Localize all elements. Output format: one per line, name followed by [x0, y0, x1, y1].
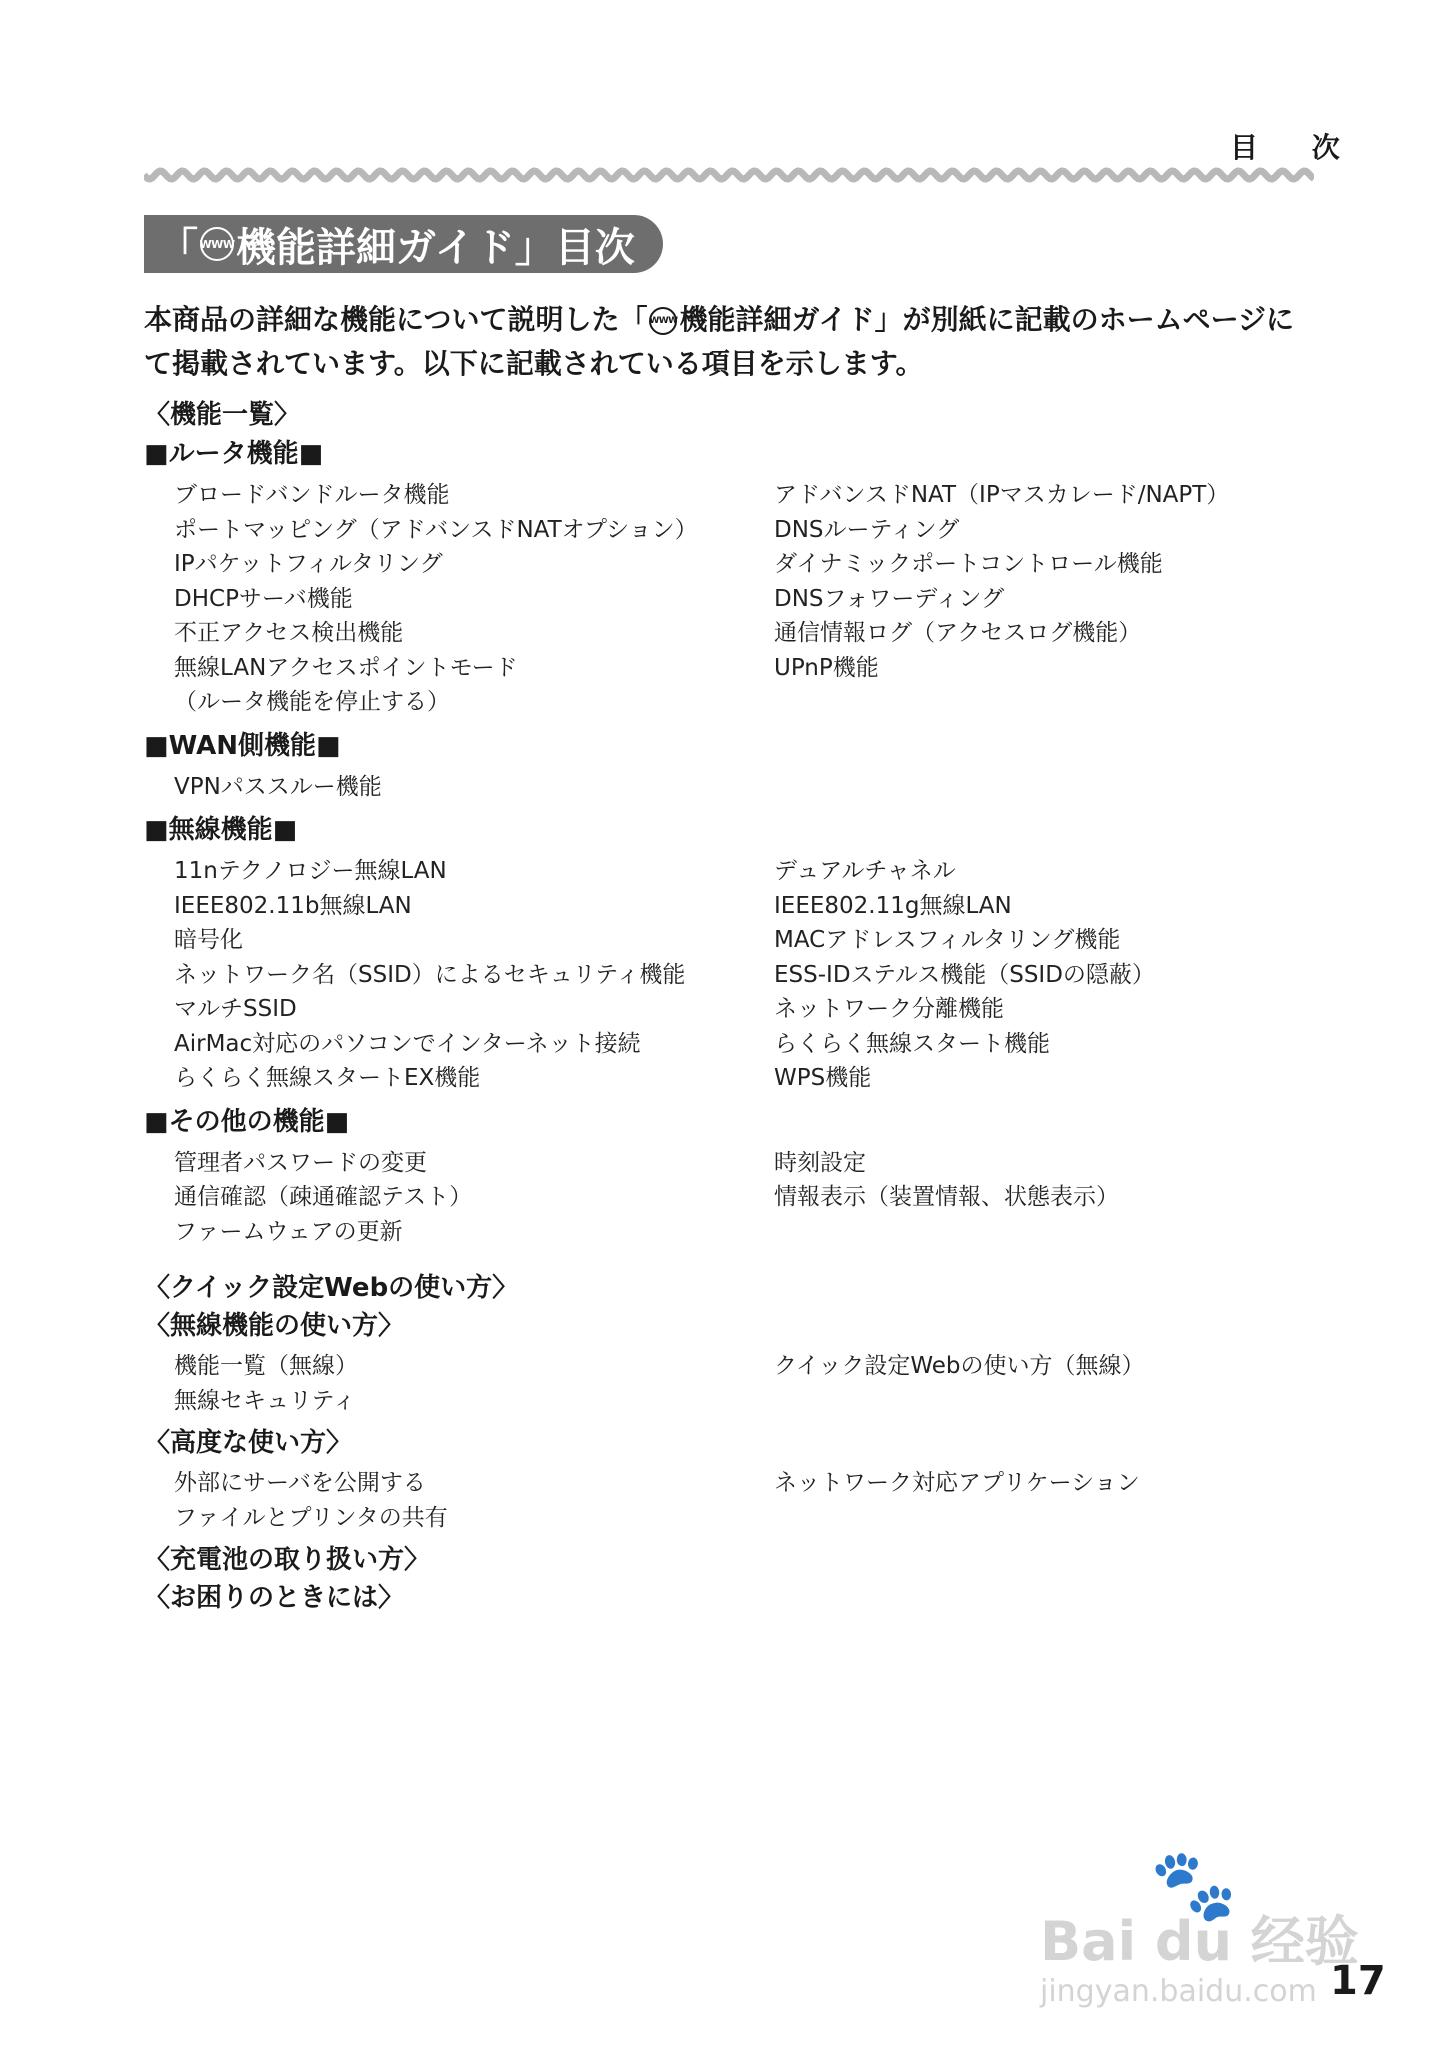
toc-item: VPNパススルー機能	[174, 773, 382, 800]
toc-heading-trouble: 〈お困りのときには〉	[144, 1583, 405, 1613]
toc-item: 時刻設定	[774, 1149, 866, 1176]
page-header-label: 目 次	[1230, 131, 1362, 164]
toc-column-left	[174, 770, 774, 805]
toc-list-wireless	[144, 854, 1314, 1096]
toc-item: 外部にサーバを公開する	[174, 1470, 426, 1496]
toc-item: ネットワーク分離機能	[774, 996, 1004, 1022]
toc-item: MACアドレスフィルタリング機能	[774, 927, 1121, 953]
toc-item: DNSルーティング	[774, 516, 960, 543]
title-text: 機能詳細ガイド」目次	[236, 224, 635, 271]
toc-heading-functions: 〈機能一覧〉	[144, 400, 301, 430]
toc-item: ダイナミックポートコントロール機能	[774, 551, 1163, 577]
toc-column-left	[174, 478, 774, 720]
toc-subheading-router: ■ルータ機能■	[144, 439, 324, 469]
toc-list-advanced	[144, 1466, 1314, 1535]
toc-item: DNSフォワーディング	[774, 585, 1005, 612]
toc-column-left	[174, 1466, 774, 1535]
toc-heading-wireless-usage: 〈無線機能の使い方〉	[144, 1311, 405, 1341]
toc-subheading-other: ■その他の機能■	[144, 1106, 350, 1137]
toc-item: WPS機能	[774, 1065, 872, 1091]
toc-item: ファイルとプリンタの共有	[174, 1504, 448, 1531]
toc-item: ファームウェアの更新	[174, 1218, 403, 1245]
toc-item: ポートマッピング（アドバンスドNATオプション）	[174, 516, 698, 543]
toc-item: 機能一覧（無線）	[174, 1353, 358, 1379]
toc-item: UPnP機能	[774, 654, 879, 681]
watermark-url: jingyan.baidu.com	[1040, 1974, 1317, 2009]
toc-column-right	[774, 1466, 1314, 1535]
toc-item: 不正アクセス検出機能	[174, 620, 404, 646]
toc-item: 無線LANアクセスポイントモード	[174, 654, 518, 681]
toc-item: DHCPサーバ機能	[174, 585, 353, 612]
toc-content	[144, 396, 1314, 1617]
toc-item: 管理者パスワードの変更	[174, 1149, 427, 1176]
toc-item: （ルータ機能を停止する）	[174, 689, 450, 715]
toc-item: デュアルチャネル	[774, 858, 956, 884]
toc-item: 情報表示（装置情報、状態表示）	[774, 1184, 1119, 1210]
toc-column-right	[774, 770, 1314, 805]
toc-item: マルチSSID	[174, 996, 297, 1022]
toc-item: 11nテクノロジー無線LAN	[174, 858, 447, 884]
toc-column-right	[774, 854, 1314, 1096]
intro-part-2: 機能詳細ガイド」が別紙に記載のホームページにて掲載されています。以下に記載されている項目を示します。	[144, 303, 1295, 380]
toc-column-right	[774, 1349, 1314, 1418]
toc-column-right	[774, 1146, 1314, 1250]
wavy-divider	[144, 164, 1314, 186]
toc-item: らくらく無線スタートEX機能	[174, 1065, 481, 1091]
toc-heading-advanced: 〈高度な使い方〉	[144, 1428, 353, 1458]
toc-item: クイック設定Webの使い方（無線）	[774, 1353, 1145, 1379]
toc-item: 通信確認（疎通確認テスト）	[174, 1184, 473, 1210]
toc-item: IPパケットフィルタリング	[174, 551, 443, 577]
toc-item: らくらく無線スタート機能	[774, 1030, 1050, 1057]
toc-column-left	[174, 854, 774, 1096]
www-icon: WWW	[200, 227, 234, 261]
toc-list-other	[144, 1146, 1314, 1250]
toc-column-left	[174, 1349, 774, 1418]
toc-list-router	[144, 478, 1314, 720]
toc-item: IEEE802.11g無線LAN	[774, 892, 1012, 919]
toc-item: ネットワーク名（SSID）によるセキュリティ機能	[174, 961, 686, 988]
toc-item: IEEE802.11b無線LAN	[174, 892, 412, 919]
page-number: 17	[1330, 1958, 1386, 2004]
watermark-logo: Bai du 经验	[1040, 1910, 1359, 1973]
toc-heading-quick-setup: 〈クイック設定Webの使い方〉	[144, 1273, 519, 1303]
toc-list-wan	[144, 770, 1314, 805]
toc-item: ESS-IDステルス機能（SSIDの隠蔽）	[774, 961, 1155, 988]
toc-item: ブロードバンドルータ機能	[174, 482, 450, 508]
toc-subheading-wan: ■WAN側機能■	[144, 730, 341, 761]
toc-list-wireless-usage	[144, 1349, 1314, 1418]
toc-subheading-wireless: ■無線機能■	[144, 815, 298, 845]
toc-item: 無線セキュリティ	[174, 1387, 356, 1414]
page-title	[144, 215, 663, 273]
toc-item: 暗号化	[174, 927, 243, 953]
paw-icon: 🐾	[1150, 1844, 1238, 1926]
toc-item: アドバンスドNAT（IPマスカレード/NAPT）	[774, 482, 1230, 508]
toc-column-left	[174, 1146, 774, 1250]
toc-item: AirMac対応のパソコンでインターネット接続	[174, 1030, 641, 1057]
title-bracket: 「	[158, 224, 198, 271]
toc-item: ネットワーク対応アプリケーション	[774, 1470, 1140, 1496]
toc-column-right	[774, 478, 1314, 720]
intro-part-1: 本商品の詳細な機能について説明した「	[144, 303, 648, 336]
www-icon: WWW	[649, 307, 677, 335]
toc-heading-battery: 〈充電池の取り扱い方〉	[144, 1545, 431, 1575]
toc-item: 通信情報ログ（アクセスログ機能）	[774, 620, 1142, 646]
intro-paragraph	[144, 298, 1314, 386]
